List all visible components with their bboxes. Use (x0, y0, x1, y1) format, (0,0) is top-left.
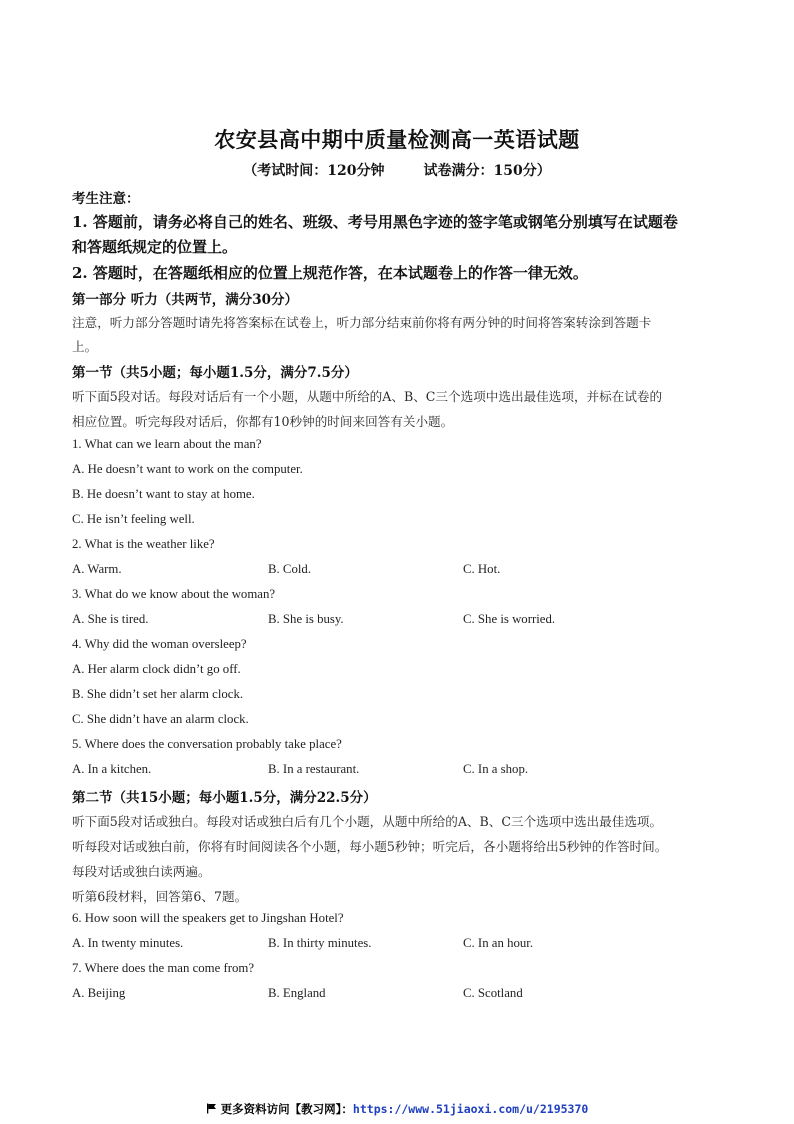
question-1-option-c: C. He isn’t feeling well. (72, 512, 195, 526)
question-3-stem: 3. What do we know about the woman? (72, 587, 276, 601)
question-3-option-b: B. She is busy. (268, 612, 344, 626)
question-6-option-c: C. In an hour. (463, 936, 534, 950)
question-4-option-a: A. Her alarm clock didn’t go off. (72, 662, 241, 676)
question-3-options (72, 612, 724, 630)
part1-note-line-2: 上。 (72, 339, 98, 354)
question-2-stem: 2. What is the weather like? (72, 537, 215, 551)
question-6-option-a: A. In twenty minutes. (72, 936, 184, 950)
question-5-option-a: A. In a kitchen. (72, 762, 152, 776)
question-6-options (72, 936, 724, 954)
section2-instruction-line-2: 听每段对话或独白前，你将有时间阅读各个小题，每小题5秒钟；听完后，各小题将给出5秒钟的作答时间。 (72, 839, 668, 854)
question-5-options (72, 762, 724, 780)
question-2-option-b: B. Cold. (268, 562, 312, 576)
exam-title: 农安县高中期中质量检测高一英语试题 (214, 127, 580, 152)
question-7-option-b: B. England (268, 986, 326, 1000)
section1-heading: 第一节（共5小题；每小题1.5分，满分7.5分） (72, 365, 358, 381)
section1-instruction-line-2: 相应位置。听完每段对话后，你都有10秒钟的时间来回答有关小题。 (72, 414, 454, 429)
question-4-stem: 4. Why did the woman oversleep? (72, 637, 247, 651)
section2-material-note: 听第6段材料，回答第6、7题。 (72, 889, 248, 904)
flag-icon (206, 1102, 217, 1116)
notice-heading: 考生注意： (72, 191, 140, 207)
question-1-option-b: B. He doesn’t want to stay at home. (72, 487, 255, 501)
section1-instruction-line-1: 听下面5段对话。每段对话后有一个小题，从题中所给的A、B、C三个选项中选出最佳选项，并标在试卷的 (72, 389, 663, 404)
footer-banner (0, 1101, 794, 1117)
section2-instruction-line-3: 每段对话或独白读两遍。 (72, 864, 211, 879)
part1-heading: 第一部分 听力（共两节，满分30分） (72, 292, 298, 308)
question-6-stem: 6. How soon will the speakers get to Jingshan Hotel? (72, 911, 344, 925)
question-2-option-a: A. Warm. (72, 562, 122, 576)
question-7-option-c: C. Scotland (463, 986, 523, 1000)
question-5-option-b: B. In a restaurant. (268, 762, 360, 776)
question-2-options (72, 562, 724, 580)
question-1-stem: 1. What can we learn about the man? (72, 437, 262, 451)
section2-instruction-line-1: 听下面5段对话或独白。每段对话或独白后有几个小题，从题中所给的A、B、C三个选项中选出最佳选项。 (72, 814, 663, 829)
footer-text: 更多资料访问【教习网】： (220, 1102, 353, 1116)
question-1-option-a: A. He doesn’t want to work on the computer. (72, 462, 303, 476)
question-4-option-c: C. She didn’t have an alarm clock. (72, 712, 249, 726)
notice-item-2: 2. 答题时，在答题纸相应的位置上规范作答，在本试题卷上的作答一律无效。 (72, 264, 588, 282)
question-2-option-c: C. Hot. (463, 562, 501, 576)
question-4-option-b: B. She didn’t set her alarm clock. (72, 687, 244, 701)
question-6-option-b: B. In thirty minutes. (268, 936, 372, 950)
footer-link[interactable]: https://www.51jiaoxi.com/u/2195370 (352, 1102, 589, 1116)
question-7-stem: 7. Where does the man come from? (72, 961, 255, 975)
question-7-option-a: A. Beijing (72, 986, 126, 1000)
question-3-option-a: A. She is tired. (72, 612, 149, 626)
notice-item-1-line-2: 和答题纸规定的位置上。 (72, 238, 238, 256)
notice-item-1-line-1: 1. 答题前，请务必将自己的姓名、班级、考号用黑色字迹的签字笔或钢笔分别填写在试题卷 (72, 213, 678, 231)
question-5-option-c: C. In a shop. (463, 762, 529, 776)
question-7-options (72, 986, 724, 1004)
question-3-option-c: C. She is worried. (463, 612, 556, 626)
section2-heading: 第二节（共15小题；每小题1.5分，满分22.5分） (72, 790, 377, 806)
question-5-stem: 5. Where does the conversation probably take place? (72, 737, 342, 751)
exam-subtitle: （考试时间：120分钟 试卷满分：150分） (243, 163, 551, 179)
part1-note-line-1: 注意，听力部分答题时请先将答案标在试卷上，听力部分结束前你将有两分钟的时间将答案转涂到答题卡 (72, 315, 652, 330)
